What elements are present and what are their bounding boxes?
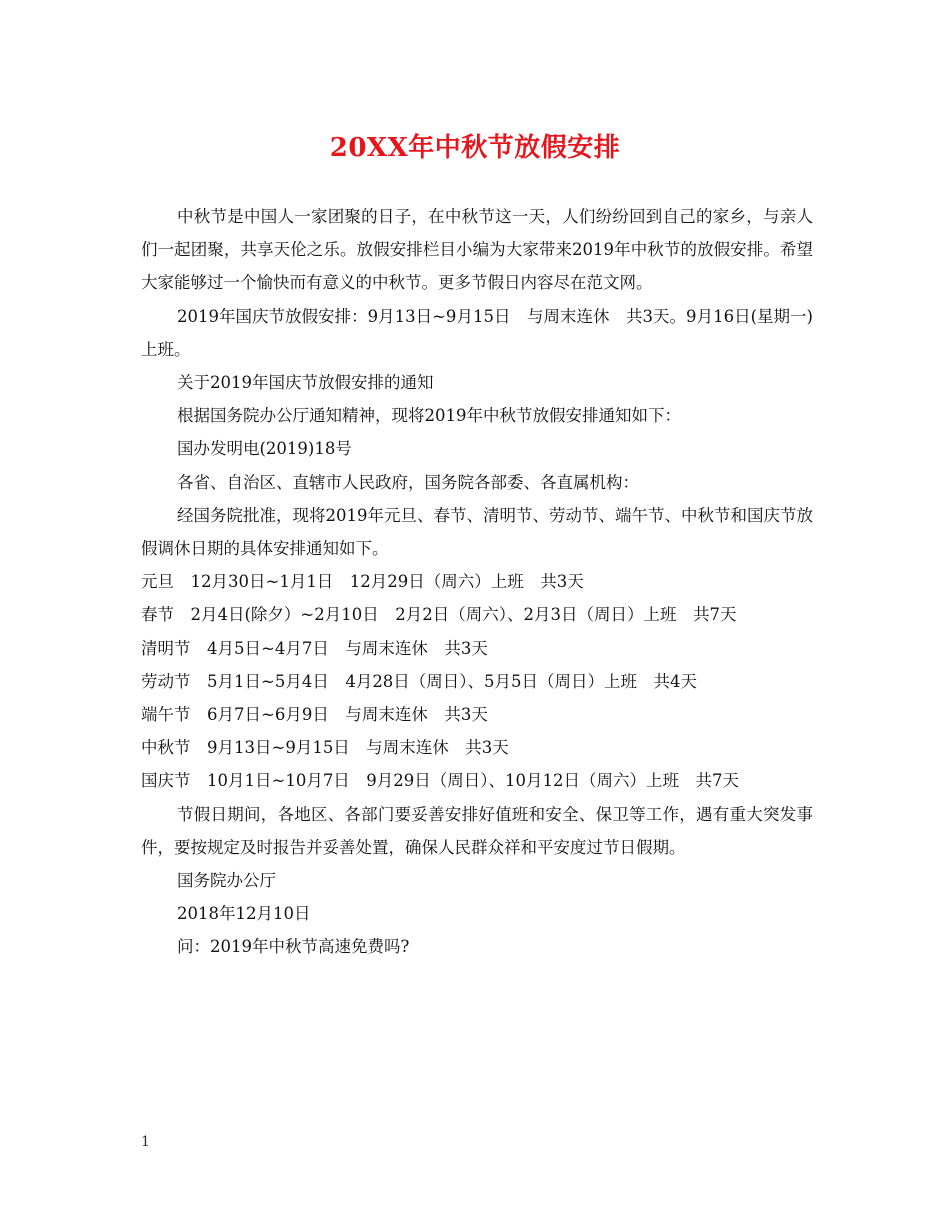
- document-title: 20XX年中秋节放假安排: [329, 133, 621, 163]
- paragraph-issuer: 国务院办公厅: [177, 871, 276, 891]
- holiday-row-qingming: 清明节 4月5日~4月7日 与周末连休 共3天: [141, 638, 488, 658]
- page-number: 1: [141, 1134, 150, 1150]
- paragraph-question: 问：2019年中秋节高速免费吗?: [177, 937, 410, 957]
- paragraph-intro: 中秋节是中国人一家团聚的日子，在中秋节这一天，人们纷纷回到自己的家乡，与亲人们一起团聚，共享天伦之乐。放假安排栏目小编为大家带来2019年中秋节的放假安排。希望大家能够过一个愉快而有意义的中秋节。更多节假日内容尽在范文网。: [141, 207, 813, 293]
- document-body: [141, 200, 813, 964]
- holiday-row-mid-autumn: 中秋节 9月13日~9月15日 与周末连休 共3天: [141, 738, 509, 758]
- paragraph-national-day-summary: 2019年国庆节放假安排：9月13日~9月15日 与周末连休 共3天。9月16日(星期一)上班。: [141, 306, 813, 359]
- holiday-row-national-day: 国庆节 10月1日~10月7日 9月29日（周日）、10月12日（周六）上班 共7天: [141, 771, 740, 791]
- holiday-row-spring-festival: 春节 2月4日(除夕）~2月10日 2月2日（周六）、2月3日（周日）上班 共7天: [141, 605, 737, 625]
- holiday-row-dragon-boat: 端午节 6月7日~6月9日 与周末连休 共3天: [141, 705, 488, 725]
- paragraph-recipients: 各省、自治区、直辖市人民政府，国务院各部委、各直属机构：: [177, 472, 639, 492]
- holiday-row-labor-day: 劳动节 5月1日~5月4日 4月28日（周日）、5月5日（周日）上班 共4天: [141, 671, 698, 691]
- paragraph-issue-date: 2018年12月10日: [177, 904, 311, 924]
- paragraph-safety-requirements: 节假日期间，各地区、各部门要妥善安排好值班和安全、保卫等工作，遇有重大突发事件，要按规定及时报告并妥善处置，确保人民群众祥和平安度过节日假期。: [141, 804, 813, 857]
- paragraph-approval: 经国务院批准，现将2019年元旦、春节、清明节、劳动节、端午节、中秋节和国庆节放假调休日期的具体安排通知如下。: [141, 505, 813, 559]
- paragraph-notice-title: 关于2019年国庆节放假安排的通知: [177, 373, 434, 393]
- paragraph-document-number: 国办发明电(2019)18号: [177, 439, 352, 459]
- holiday-row-new-year: 元旦 12月30日~1月1日 12月29日（周六）上班 共3天: [141, 572, 584, 592]
- paragraph-notice-basis: 根据国务院办公厅通知精神，现将2019年中秋节放假安排通知如下：: [177, 406, 681, 426]
